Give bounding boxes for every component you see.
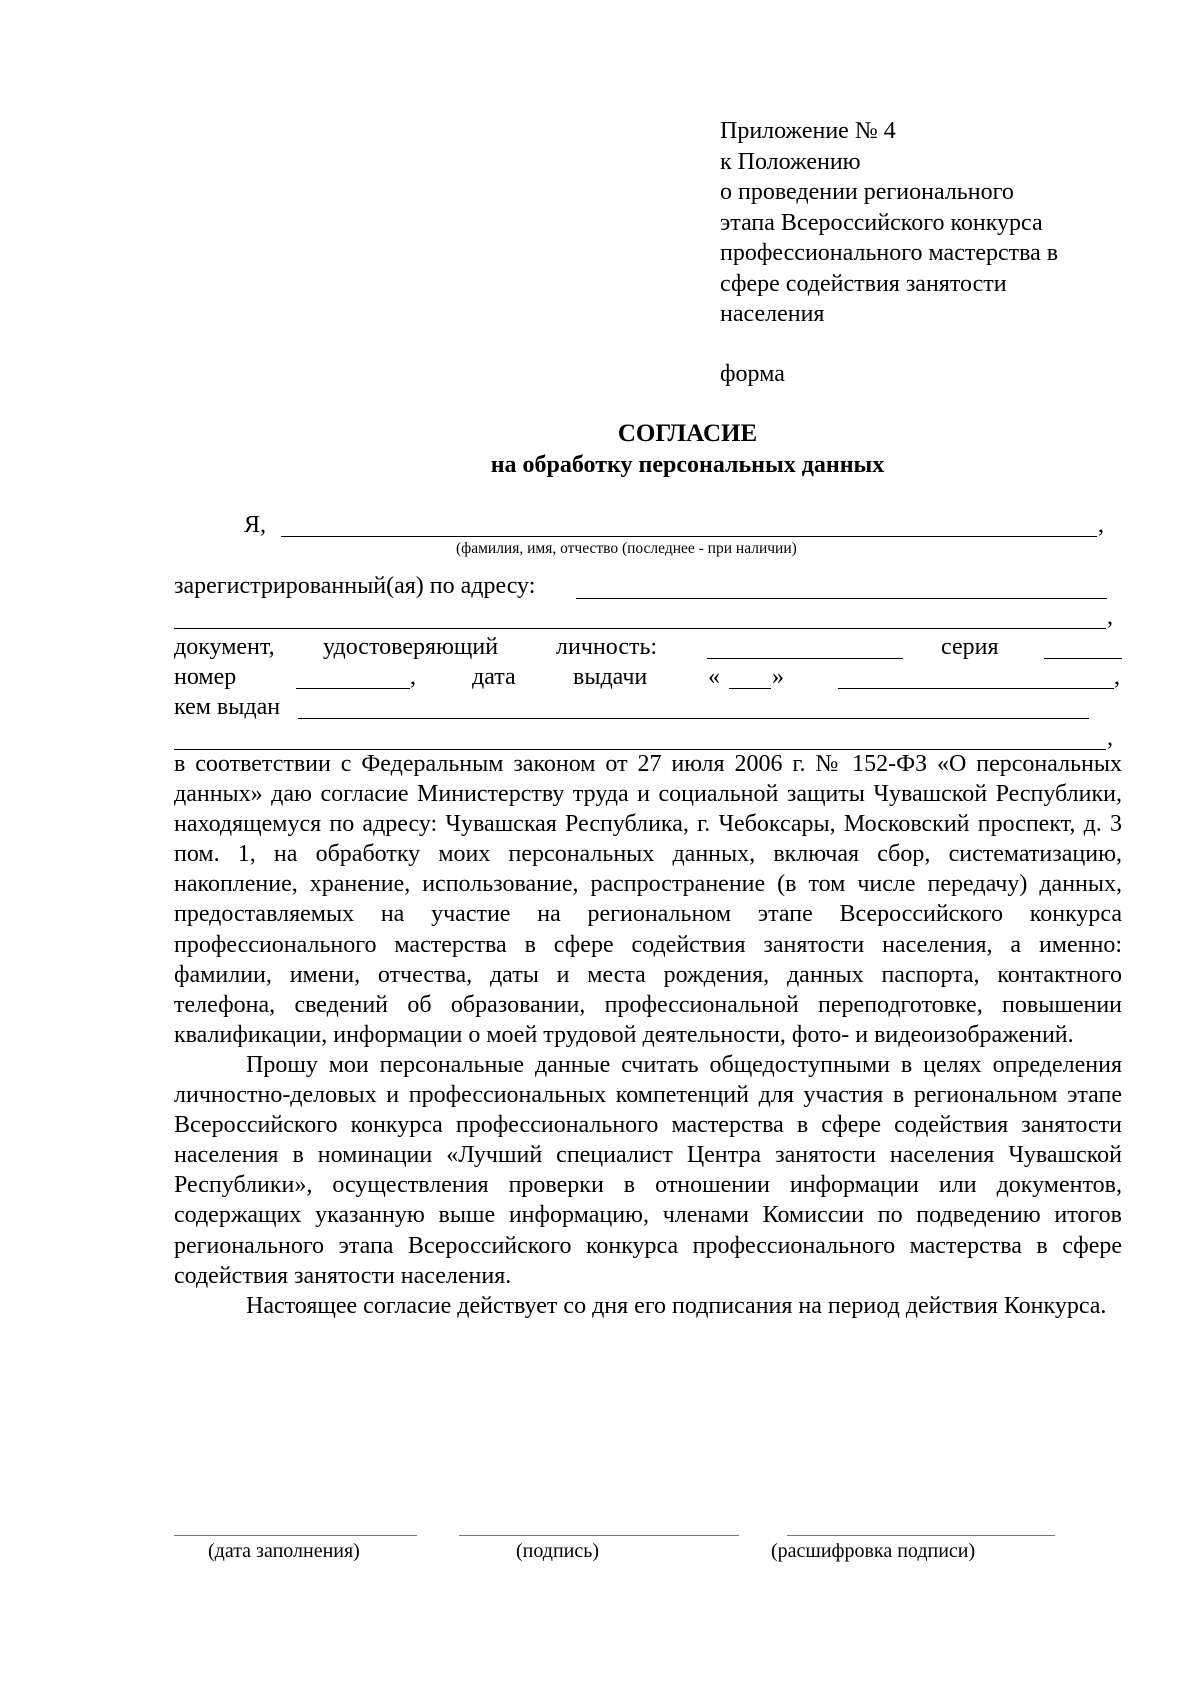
i-label: Я, xyxy=(244,512,267,538)
consent-body xyxy=(174,749,1122,1321)
comma: , xyxy=(1098,512,1104,538)
appendix-header xyxy=(720,116,1058,330)
address-field-line[interactable] xyxy=(576,598,1107,599)
document-label-word: удостоверяющий xyxy=(323,634,499,660)
number-label: номер xyxy=(174,664,237,690)
issued-by-field-line[interactable] xyxy=(298,718,1089,719)
body-paragraph: в соответствии с Федеральным законом от 27 июля 2006 г. № 152-ФЗ «О персональных данных» даю согласие Министерству труда и социальной защиты Чувашской Республики, находящемуся по адресу: Чувашская Республика, г. Чебоксары, Московский проспект, д. 3 пом. 1, на обработку моих персональных данных, включая сбор, систематизацию, накопление, хранение, использование, распространение (в том числе передачу) данных, предоставляемых на участие на региональном этапе Всероссийского конкурса профессионального мастерства в сфере содействия занятости населения, а именно: фамилии, имени, отчества, даты и места рождения, данных паспорта, контактного телефона, сведений об образовании, профессиональной переподготовке, повышении квалификации, информации о моей трудовой деятельности, фото- и видеоизображений. xyxy=(174,751,1122,1048)
quote-open: « xyxy=(708,664,720,690)
comma: , xyxy=(1107,604,1113,630)
signature-decode-line[interactable] xyxy=(787,1535,1055,1536)
quote-close: » xyxy=(772,664,784,690)
document-label-word: документ, xyxy=(174,634,275,660)
document-type-field-line[interactable] xyxy=(707,658,903,659)
series-label: серия xyxy=(941,634,999,660)
issue-date-field-line[interactable] xyxy=(838,688,1114,689)
signature-line[interactable] xyxy=(459,1535,739,1536)
appendix-line: профессионального мастерства в xyxy=(720,240,1059,266)
appendix-line: о проведении регионального xyxy=(720,179,1014,205)
body-paragraph: Настоящее согласие действует со дня его подписания на период действия Конкурса. xyxy=(246,1292,1107,1319)
fio-field-line[interactable] xyxy=(281,536,1097,537)
signature-decode-caption: (расшифровка подписи) xyxy=(771,1540,976,1562)
series-field-line[interactable] xyxy=(1044,658,1122,659)
issue-label: выдачи xyxy=(573,664,648,690)
address-label: зарегистрированный(ая) по адресу: xyxy=(174,573,536,599)
appendix-line: этапа Всероссийского конкурса xyxy=(720,209,1043,236)
date-fill-line[interactable] xyxy=(174,1535,417,1536)
document-subtitle: на обработку персональных данных xyxy=(490,452,885,478)
signature-caption: (подпись) xyxy=(516,1540,600,1562)
fio-caption: (фамилия, имя, отчество (последнее - при наличии) xyxy=(456,540,797,557)
comma: , xyxy=(1107,725,1113,751)
comma: , xyxy=(410,664,416,690)
form-label: форма xyxy=(720,361,785,387)
appendix-line: к Положению xyxy=(720,148,861,175)
appendix-line: сфере содействия занятости xyxy=(720,270,1007,297)
document-title: СОГЛАСИЕ xyxy=(617,420,758,447)
body-paragraph: Прошу мои персональные данные считать общедоступными в целях определения личностно-деловых и профессиональных компетенций для участия в региональном этапе Всероссийского конкурса профессионального мастерства в сфере содействия занятости населения в номинации «Лучший специалист Центра занятости населения Чувашской Республики», осуществления проверки в отношении информации или документов, содержащих указанную выше информацию, членами Комиссии по подведению итогов регионального этапа Всероссийского конкурса профессионального мастерства в сфере содействия занятости населения. xyxy=(174,1051,1122,1289)
address-field-line-2[interactable] xyxy=(174,628,1106,629)
comma: , xyxy=(1114,664,1120,690)
appendix-line: населения xyxy=(720,301,825,327)
date-label: дата xyxy=(472,664,516,690)
appendix-line: Приложение № 4 xyxy=(720,118,896,144)
issue-day-field-line[interactable] xyxy=(729,688,771,689)
date-caption: (дата заполнения) xyxy=(208,1540,360,1562)
number-field-line[interactable] xyxy=(296,688,410,689)
document-label-word: личность: xyxy=(556,634,658,660)
issued-by-label: кем выдан xyxy=(174,694,281,720)
